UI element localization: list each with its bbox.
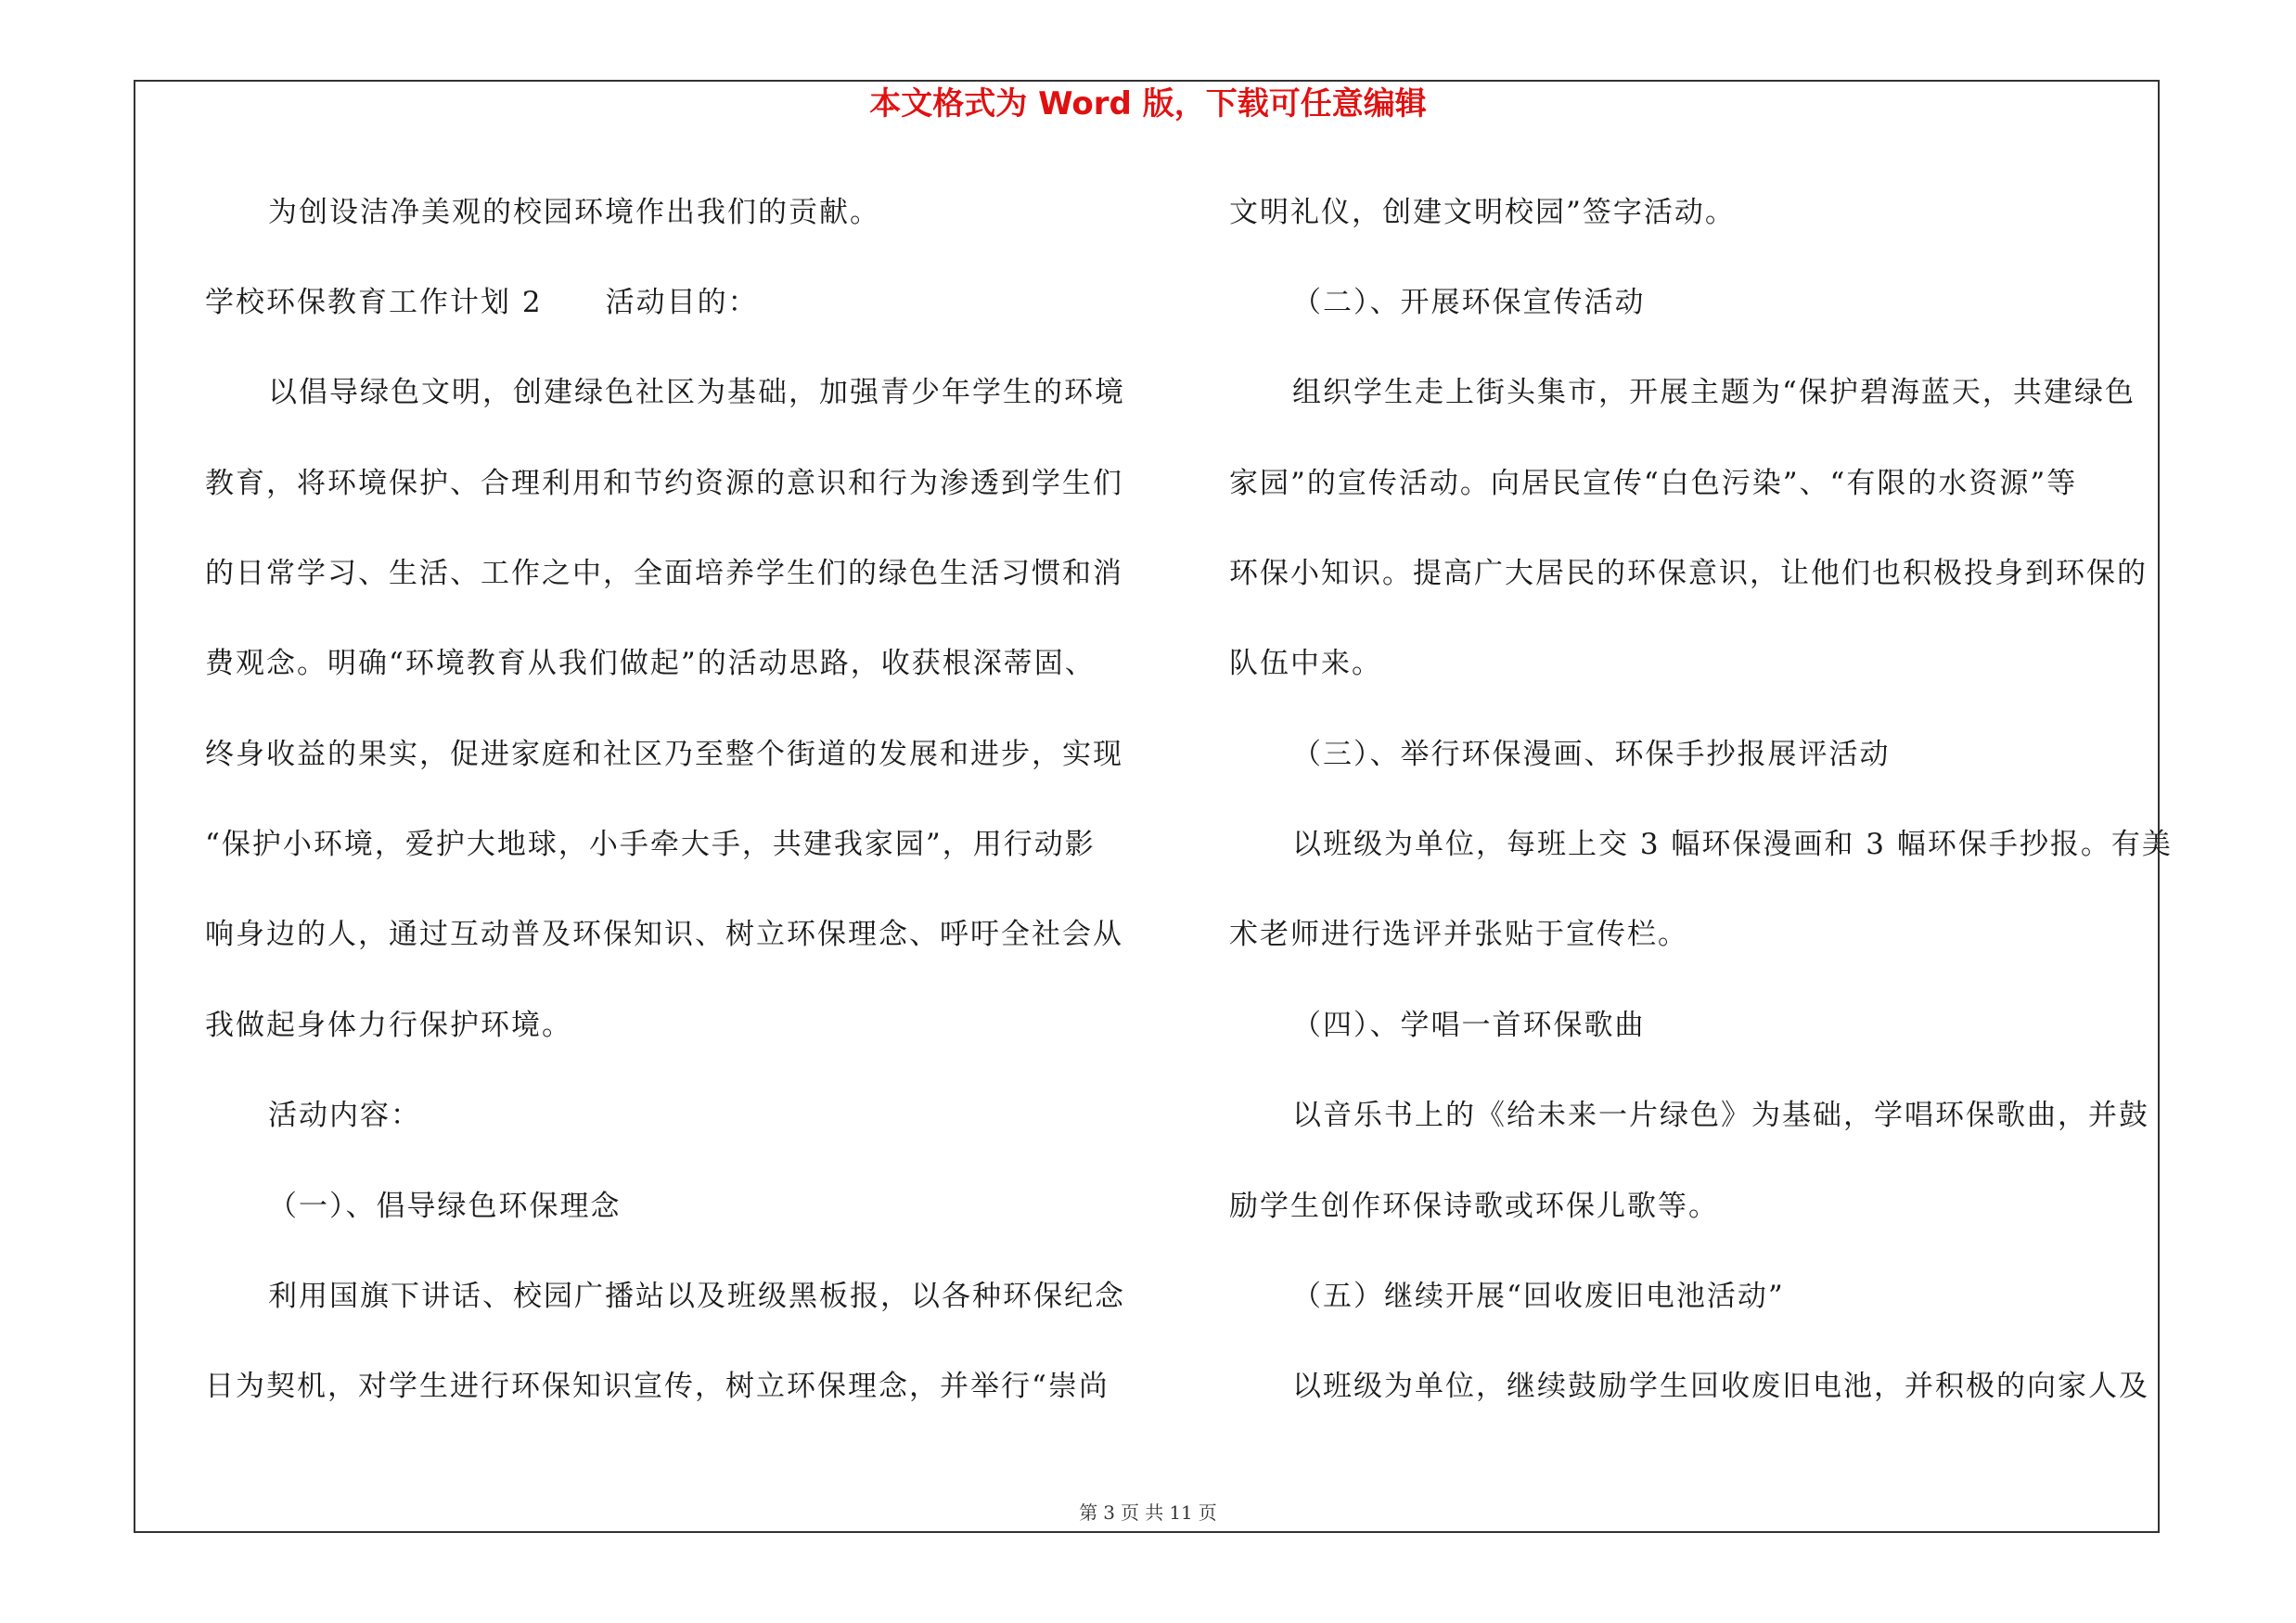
paragraph-line: 以倡导绿色文明，创建绿色社区为基础，加强青少年学生的环境	[268, 376, 1125, 409]
subsection-heading: （四）、学唱一首环保歌曲	[1292, 1009, 1646, 1042]
subsection-heading: （三）、举行环保漫画、环保手抄报展评活动	[1292, 738, 1891, 771]
paragraph-line: 的日常学习、生活、工作之中，全面培养学生们的绿色生活习惯和消	[205, 557, 1123, 590]
current-page-number: 3	[1103, 1501, 1115, 1524]
subsection-heading: （一）、倡导绿色环保理念	[268, 1190, 622, 1223]
paragraph-line: 终身收益的果实，促进家庭和社区乃至整个街道的发展和进步，实现	[205, 738, 1123, 771]
banner-text: 本文格式为 Word 版，下载可任意编辑	[869, 85, 1427, 122]
paragraph-line: 费观念。明确“环境教育从我们做起”的活动思路，收获根深蒂固、	[205, 647, 1096, 680]
paragraph-line: 教育，将环境保护、合理利用和节约资源的意识和行为渗透到学生们	[205, 467, 1123, 500]
paragraph-line: 家园”的宣传活动。向居民宣传“白色污染”、“有限的水资源”等	[1229, 467, 2078, 500]
footer-middle: 页 共	[1120, 1501, 1164, 1524]
paragraph-line: 利用国旗下讲话、校园广播站以及班级黑板报，以各种环保纪念	[268, 1280, 1125, 1313]
paragraph-line: 组织学生走上街头集市，开展主题为“保护碧海蓝天，共建绿色	[1292, 376, 2136, 409]
total-pages-number: 11	[1169, 1501, 1193, 1524]
paragraph-line: 以音乐书上的《给未来一片绿色》为基础，学唱环保歌曲，并鼓	[1292, 1099, 2149, 1132]
paragraph-line: 以班级为单位，每班上交 3 幅环保漫画和 3 幅环保手抄报。有美	[1292, 828, 2173, 861]
subsection-heading: （五）继续开展“回收废旧电池活动”	[1292, 1280, 1785, 1313]
footer-prefix: 第	[1079, 1501, 1098, 1524]
page-footer	[0, 1498, 2296, 1525]
paragraph-line: 我做起身体力行保护环境。	[205, 1009, 572, 1042]
section-heading-line	[205, 284, 759, 321]
paragraph-line: 文明礼仪，创建文明校园”签字活动。	[1229, 196, 1736, 229]
section-label: 活动内容：	[268, 1099, 421, 1132]
paragraph-line: 术老师进行选评并张贴于宣传栏。	[1229, 918, 1688, 951]
document-title: 学校环保教育工作计划 2	[205, 286, 543, 319]
paragraph-line: 日为契机，对学生进行环保知识宣传，树立环保理念，并举行“崇尚	[205, 1370, 1110, 1403]
paragraph-line: 为创设洁净美观的校园环境作出我们的贡献。	[268, 196, 880, 229]
footer-suffix: 页	[1198, 1501, 1217, 1524]
header-banner	[0, 85, 2296, 123]
paragraph-line: “保护小环境，爱护大地球，小手牵大手，共建我家园”，用行动影	[205, 828, 1096, 861]
paragraph-line: 队伍中来。	[1229, 647, 1382, 680]
objective-label: 活动目的：	[605, 286, 759, 319]
subsection-heading: （二）、开展环保宣传活动	[1292, 286, 1646, 319]
paragraph-line: 励学生创作环保诗歌或环保儿歌等。	[1229, 1190, 1719, 1223]
paragraph-line: 环保小知识。提高广大居民的环保意识，让他们也积极投身到环保的	[1229, 557, 2148, 590]
paragraph-line: 以班级为单位，继续鼓励学生回收废旧电池，并积极的向家人及	[1292, 1370, 2149, 1403]
paragraph-line: 响身边的人，通过互动普及环保知识、树立环保理念、呼吁全社会从	[205, 918, 1123, 951]
